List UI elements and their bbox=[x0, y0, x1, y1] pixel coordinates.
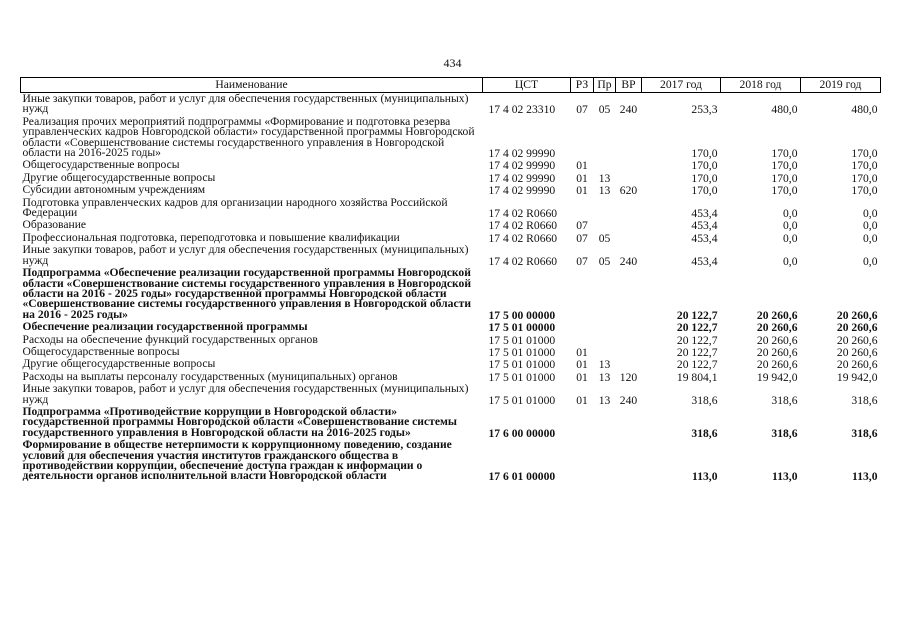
row-pr-cell: 05 bbox=[598, 103, 611, 117]
row-vr-cell bbox=[616, 116, 642, 160]
row-pr-cell bbox=[594, 197, 616, 220]
row-rz-cell bbox=[571, 267, 594, 321]
row-2018-cell: 170,0 bbox=[771, 159, 798, 173]
row-2019-cell: 170,0 bbox=[851, 171, 878, 185]
row-vr-cell bbox=[616, 346, 642, 358]
row-2018-cell: 20 260,6 bbox=[756, 321, 798, 335]
header-rz: РЗ bbox=[571, 78, 594, 93]
row-vr-cell: 240 bbox=[619, 393, 638, 407]
row-rz-cell: 01 bbox=[576, 345, 588, 359]
row-2017-cell: 170,0 bbox=[691, 159, 718, 173]
row-pr-cell bbox=[594, 439, 616, 483]
row-2019-cell: 20 260,6 bbox=[836, 333, 878, 347]
row-rz-cell bbox=[571, 334, 594, 346]
row-name-cell: Образование bbox=[22, 218, 87, 232]
row-rz-cell bbox=[571, 439, 594, 483]
row-name-cell: Подпрограмма «Противодействие коррупции в Новгородской области» государственной программы Новгородской области «Совершенствование системы государственного управления в Новгородской области на 2016-2025 годы» bbox=[22, 404, 457, 439]
row-2018-cell: 480,0 bbox=[771, 103, 798, 117]
row-csr-cell: 17 4 02 R0660 bbox=[488, 231, 558, 245]
row-csr-cell: 17 5 01 00000 bbox=[488, 321, 556, 335]
row-rz-cell: 01 bbox=[576, 159, 588, 173]
row-csr-cell: 17 4 02 99990 bbox=[488, 171, 556, 185]
row-vr-cell: 240 bbox=[619, 103, 638, 117]
row-vr-cell bbox=[616, 267, 642, 321]
row-rz-cell bbox=[571, 406, 594, 439]
row-2017-cell: 20 122,7 bbox=[676, 333, 718, 347]
table-header-row bbox=[21, 78, 881, 93]
row-2019-cell: 113,0 bbox=[852, 470, 878, 484]
row-2018-cell: 0,0 bbox=[783, 207, 798, 221]
header-name: Наименование bbox=[21, 78, 483, 93]
row-pr-cell bbox=[594, 406, 616, 439]
row-2019-cell: 20 260,6 bbox=[836, 321, 878, 335]
row-pr-cell bbox=[594, 321, 616, 333]
table-row bbox=[21, 358, 881, 370]
row-vr-cell bbox=[616, 439, 642, 483]
row-2018-cell: 0,0 bbox=[783, 231, 798, 245]
row-csr-cell: 17 4 02 99990 bbox=[488, 147, 556, 161]
row-2017-cell: 170,0 bbox=[691, 184, 718, 198]
row-2017-cell: 453,4 bbox=[691, 219, 718, 233]
table-row bbox=[21, 267, 881, 321]
header-csr: ЦСТ bbox=[483, 78, 571, 93]
row-2018-cell: 20 260,6 bbox=[756, 308, 798, 322]
row-2019-cell: 318,6 bbox=[851, 426, 878, 440]
table-row bbox=[21, 184, 881, 196]
row-vr-cell: 620 bbox=[619, 184, 638, 198]
row-2017-cell: 253,3 bbox=[691, 103, 718, 117]
row-csr-cell: 17 4 02 R0660 bbox=[488, 254, 558, 268]
header-2019: 2019 год bbox=[801, 78, 881, 93]
row-vr-cell bbox=[616, 406, 642, 439]
row-2018-cell: 318,6 bbox=[771, 393, 798, 407]
row-2017-cell: 20 122,7 bbox=[676, 308, 718, 322]
row-csr-cell: 17 5 01 01000 bbox=[488, 345, 556, 359]
table-row bbox=[21, 244, 881, 267]
row-name-cell: Подпрограмма «Обеспечение реализации государственной программы Новгородской области «Совершенствование системы государственного управления в Новгородской области на 2016 - 2025 годы» государственной программы Новгородской области «Совершенствование системы государственного управления в Новгородской области на 2016 - 2025 годы» bbox=[22, 266, 471, 321]
row-name-cell: Другие общегосударственные вопросы bbox=[22, 357, 216, 371]
row-pr-cell bbox=[594, 334, 616, 346]
row-vr-cell: 120 bbox=[619, 370, 638, 384]
row-2017-cell: 170,0 bbox=[691, 147, 718, 161]
row-2019-cell: 0,0 bbox=[863, 254, 878, 268]
row-2017-cell: 113,0 bbox=[692, 470, 718, 484]
row-rz-cell bbox=[571, 116, 594, 160]
row-rz-cell bbox=[571, 197, 594, 220]
table-row bbox=[21, 383, 881, 406]
row-rz-cell bbox=[571, 321, 594, 333]
row-2017-cell: 453,4 bbox=[691, 254, 718, 268]
row-csr-cell: 17 6 01 00000 bbox=[488, 470, 556, 484]
table-body bbox=[21, 93, 881, 483]
header-2017: 2017 год bbox=[642, 78, 721, 93]
row-2018-cell: 19 942,0 bbox=[756, 370, 798, 384]
table-row bbox=[21, 116, 881, 160]
row-2018-cell: 0,0 bbox=[783, 254, 798, 268]
row-2017-cell: 453,4 bbox=[691, 231, 718, 245]
row-csr-cell: 17 5 01 01000 bbox=[488, 370, 556, 384]
row-name-cell: Иные закупки товаров, работ и услуг для обеспечения государственных (муниципальных) нужд bbox=[22, 382, 469, 406]
table-row bbox=[21, 439, 881, 483]
row-pr-cell bbox=[594, 159, 616, 171]
row-pr-cell: 13 bbox=[598, 358, 611, 372]
row-2017-cell: 318,6 bbox=[691, 426, 718, 440]
row-pr-cell: 05 bbox=[598, 231, 611, 245]
row-csr-cell: 17 4 02 99990 bbox=[488, 184, 556, 198]
row-rz-cell: 07 bbox=[576, 254, 588, 268]
row-2018-cell: 20 260,6 bbox=[756, 345, 798, 359]
row-vr-cell bbox=[616, 172, 642, 184]
row-pr-cell: 13 bbox=[598, 171, 611, 185]
row-csr-cell: 17 5 00 00000 bbox=[488, 308, 556, 322]
row-2018-cell: 20 260,6 bbox=[756, 333, 798, 347]
row-name-cell: Подготовка управленческих кадров для организации народного хозяйства Российской Федерации bbox=[22, 195, 448, 220]
row-2018-cell: 20 260,6 bbox=[756, 358, 798, 372]
row-2019-cell: 170,0 bbox=[851, 159, 878, 173]
row-vr-cell bbox=[616, 358, 642, 370]
row-2017-cell: 453,4 bbox=[691, 207, 718, 221]
row-rz-cell: 01 bbox=[576, 171, 588, 185]
row-name-cell: Иные закупки товаров, работ и услуг для обеспечения государственных (муниципальных) нужд bbox=[22, 243, 469, 267]
row-2018-cell: 170,0 bbox=[771, 171, 798, 185]
row-vr-cell bbox=[616, 232, 642, 244]
row-pr-cell: 05 bbox=[598, 254, 611, 268]
row-csr-cell: 17 4 02 R0660 bbox=[488, 207, 558, 221]
row-vr-cell bbox=[616, 197, 642, 220]
row-rz-cell: 07 bbox=[576, 103, 588, 117]
row-rz-cell: 01 bbox=[576, 370, 588, 384]
row-vr-cell bbox=[616, 334, 642, 346]
header-vr: ВР bbox=[616, 78, 642, 93]
row-2018-cell: 0,0 bbox=[783, 219, 798, 233]
table-row bbox=[21, 406, 881, 439]
row-2017-cell: 19 804,1 bbox=[676, 370, 718, 384]
row-2018-cell: 113,0 bbox=[772, 470, 798, 484]
row-rz-cell: 07 bbox=[576, 231, 588, 245]
budget-table bbox=[20, 77, 881, 483]
row-name-cell: Расходы на выплаты персоналу государственных (муниципальных) органов bbox=[22, 369, 398, 383]
row-2019-cell: 170,0 bbox=[851, 147, 878, 161]
row-name-cell: Иные закупки товаров, работ и услуг для обеспечения государственных (муниципальных) нужд bbox=[22, 92, 469, 116]
row-name-cell: Реализация прочих мероприятий подпрограммы «Формирование и подготовка резерва управленческих кадров Новгородской области» государственной программы Новгородской области «Совершенствование системы государственного управления в Новгородской области на 2016-2025 годы» bbox=[22, 114, 475, 160]
row-csr-cell: 17 4 02 R0660 bbox=[488, 219, 558, 233]
row-vr-cell bbox=[616, 219, 642, 231]
row-2017-cell: 20 122,7 bbox=[676, 345, 718, 359]
row-name-cell: Общегосударственные вопросы bbox=[22, 344, 180, 358]
row-vr-cell bbox=[616, 321, 642, 333]
row-2018-cell: 170,0 bbox=[771, 147, 798, 161]
row-pr-cell: 13 bbox=[598, 393, 611, 407]
table-row bbox=[21, 93, 881, 116]
row-2019-cell: 0,0 bbox=[863, 207, 878, 221]
row-csr-cell: 17 5 01 01000 bbox=[488, 333, 556, 347]
row-name-cell: Формирование в обществе нетерпимости к коррупционному поведению, создание условий для обеспечения участия институтов гражданского общества в противодействии коррупции, обеспечение доступа граждан к информации о деятельности органов исполнительной власти Новгородской области bbox=[22, 438, 452, 483]
row-2019-cell: 19 942,0 bbox=[836, 370, 878, 384]
row-pr-cell bbox=[594, 346, 616, 358]
row-2019-cell: 20 260,6 bbox=[836, 345, 878, 359]
row-2019-cell: 0,0 bbox=[863, 231, 878, 245]
row-vr-cell bbox=[616, 159, 642, 171]
row-vr-cell: 240 bbox=[619, 254, 638, 268]
table-row bbox=[21, 197, 881, 220]
row-2019-cell: 170,0 bbox=[851, 184, 878, 198]
row-2018-cell: 318,6 bbox=[771, 426, 798, 440]
table-row bbox=[21, 219, 881, 231]
row-pr-cell bbox=[594, 219, 616, 231]
row-pr-cell: 13 bbox=[598, 184, 611, 198]
row-name-cell: Общегосударственные вопросы bbox=[22, 158, 180, 172]
row-rz-cell: 01 bbox=[576, 393, 588, 407]
row-2019-cell: 318,6 bbox=[851, 393, 878, 407]
row-2017-cell: 170,0 bbox=[691, 171, 718, 185]
row-2017-cell: 20 122,7 bbox=[676, 358, 718, 372]
table-row bbox=[21, 159, 881, 171]
row-pr-cell bbox=[594, 116, 616, 160]
row-2018-cell: 170,0 bbox=[771, 184, 798, 198]
row-name-cell: Расходы на обеспечение функций государственных органов bbox=[22, 332, 318, 346]
row-2019-cell: 480,0 bbox=[851, 103, 878, 117]
row-csr-cell: 17 5 01 01000 bbox=[488, 358, 556, 372]
row-csr-cell: 17 4 02 99990 bbox=[488, 159, 556, 173]
page-number: 434 bbox=[443, 56, 462, 70]
row-csr-cell: 17 4 02 23310 bbox=[488, 103, 556, 117]
row-pr-cell bbox=[594, 267, 616, 321]
row-rz-cell: 01 bbox=[576, 358, 588, 372]
row-pr-cell: 13 bbox=[598, 370, 611, 384]
row-csr-cell: 17 6 00 00000 bbox=[488, 426, 556, 440]
row-name-cell: Другие общегосударственные вопросы bbox=[22, 170, 216, 184]
row-rz-cell: 01 bbox=[576, 184, 588, 198]
row-2017-cell: 20 122,7 bbox=[676, 321, 718, 335]
row-rz-cell: 07 bbox=[576, 219, 588, 233]
row-name-cell: Обеспечение реализации государственной программы bbox=[22, 320, 308, 334]
table-row bbox=[21, 321, 881, 333]
row-2019-cell: 20 260,6 bbox=[836, 358, 878, 372]
row-2017-cell: 318,6 bbox=[691, 393, 718, 407]
header-pr: Пр bbox=[594, 78, 616, 93]
row-name-cell: Профессиональная подготовка, переподготовка и повышение квалификации bbox=[22, 230, 400, 244]
row-csr-cell: 17 5 01 01000 bbox=[488, 393, 556, 407]
row-2019-cell: 20 260,6 bbox=[836, 308, 878, 322]
row-2019-cell: 0,0 bbox=[863, 219, 878, 233]
header-2018: 2018 год bbox=[721, 78, 801, 93]
row-name-cell: Субсидии автономным учреждениям bbox=[22, 183, 206, 197]
